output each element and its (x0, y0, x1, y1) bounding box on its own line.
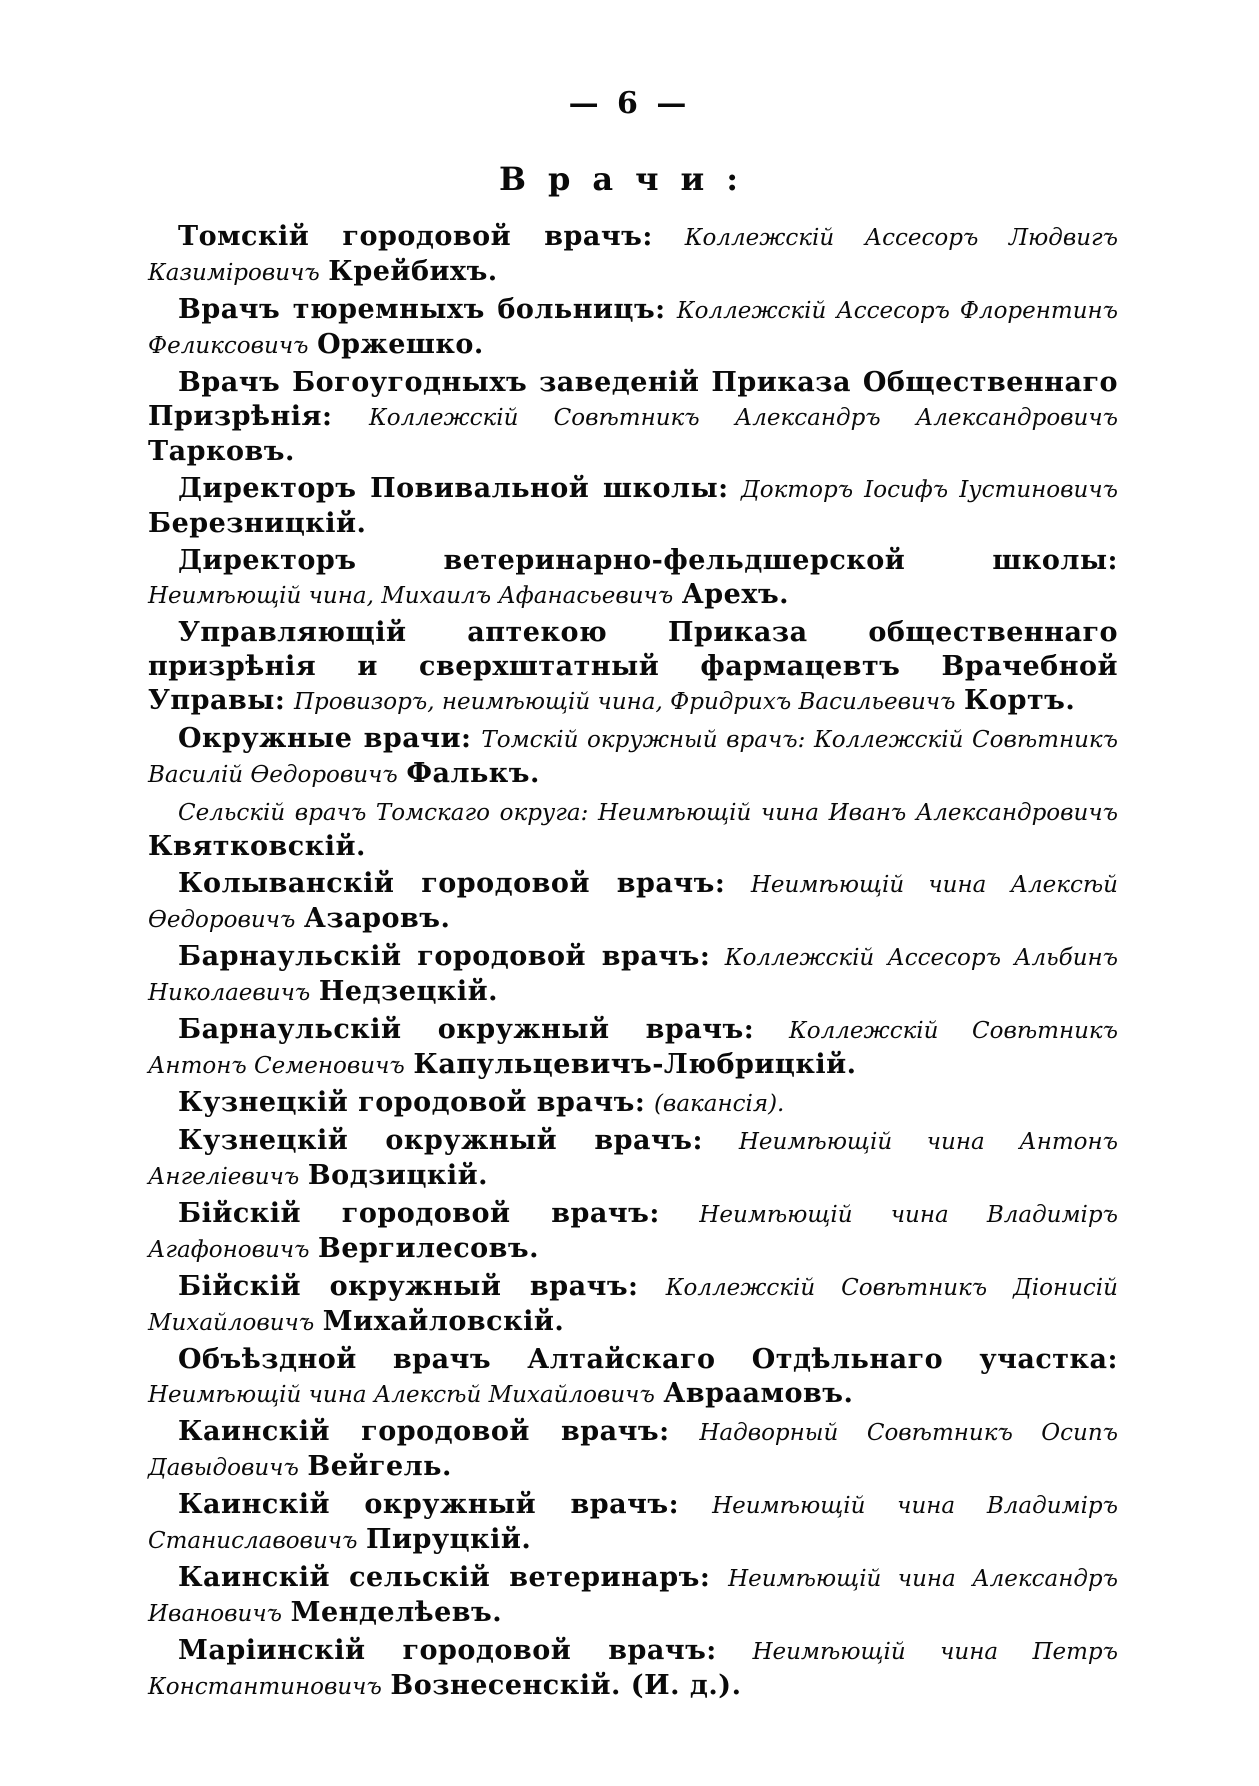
entry-paragraph (148, 1197, 1118, 1267)
entry-rank-name: Неимѣющій чина Владиміръ Станиславовичъ (148, 1493, 1118, 1554)
entry-post: Врачъ Богоугодныхъ заведеній Приказа Общественнаго Призрѣнія: (148, 367, 1118, 432)
entry-surname: Тарковъ. (148, 436, 295, 467)
entry-surname: Кортъ. (964, 685, 1076, 716)
entry-post: Окружные врачи: (178, 723, 472, 754)
entry-post: Маріинскій городовой врачъ: (178, 1635, 717, 1666)
entry-post: Каинскій городовой врачъ: (178, 1416, 670, 1447)
entry-surname: Авраамовъ. (663, 1378, 854, 1409)
entry-surname: Менделѣевъ. (290, 1597, 503, 1628)
entry-surname: Крейбихъ. (328, 256, 498, 287)
entry-rank-name: Неимѣющій чина Владиміръ Агафоновичъ (148, 1202, 1118, 1263)
entry-rank-name: (вакансія). (653, 1091, 785, 1117)
entry-post: Бійскій окружный врачъ: (178, 1271, 639, 1302)
entry-rank-name: Неимѣющій чина Петръ Константиновичъ (148, 1639, 1118, 1700)
entry-rank-name: Провизоръ, неимѣющій чина, Фридрихъ Васильевичъ (293, 689, 956, 715)
entry-post: Директоръ Повивальной школы: (178, 473, 729, 504)
entry-paragraph (148, 472, 1118, 541)
entry-post: Врачъ тюремныхъ больницъ: (178, 294, 666, 325)
entry-paragraph (148, 1124, 1118, 1194)
entry-paragraph (148, 1634, 1118, 1704)
entry-surname: Оржешко. (317, 329, 484, 360)
entry-rank-name: Неимѣющій чина Александръ Ивановичъ (148, 1566, 1118, 1627)
entry-post: Объѣздной врачъ Алтайскаго Отдѣльнаго участка: (178, 1344, 1118, 1375)
entry-rank-name: Коллежскій Совѣтникъ Антонъ Семеновичъ (148, 1018, 1118, 1079)
entry-post: Барнаульскій городовой врачъ: (178, 941, 711, 972)
entry-rank-name: Томскій окружный врачъ: Коллежскій Совѣтникъ Василій Ѳедоровичъ (148, 727, 1118, 788)
entry-surname: Вергилесовъ. (318, 1233, 540, 1264)
entry-rank-name: Неимѣющій чина Алексѣй Михайловичъ (148, 1382, 655, 1408)
entry-rank-name: Коллежскій Ассесоръ Людвигъ Казиміровичъ (148, 225, 1118, 286)
entry-surname: Березницкій. (148, 508, 367, 539)
entry-post: Кузнецкій городовой врачъ: (178, 1087, 646, 1118)
entry-post: Колыванскій городовой врачъ: (178, 868, 726, 899)
entry-rank-name: Коллежскій Ассесоръ Альбинъ Николаевичъ (148, 945, 1119, 1006)
entry-rank-name: Надворный Совѣтникъ Осипъ Давыдовичъ (148, 1420, 1118, 1481)
entry-surname: Фалькъ. (406, 758, 540, 789)
entry-paragraph (148, 1270, 1118, 1340)
entry-post: Барнаульскій окружный врачъ: (178, 1014, 755, 1045)
entry-paragraph (148, 722, 1118, 792)
entry-rank-name: Неимѣющій чина, Михаилъ Афанасьевичъ (148, 583, 674, 609)
entry-paragraph (148, 544, 1118, 613)
entry-post: Бійскій городовой врачъ: (178, 1198, 660, 1229)
entry-paragraph (148, 366, 1118, 469)
entry-paragraph (148, 1086, 1118, 1121)
entry-rank-name: Коллежскій Совѣтникъ Діонисій Михайловичъ (148, 1275, 1118, 1336)
entry-surname: Капульцевичъ-Любрицкій. (413, 1049, 857, 1080)
section-heading: Врачи: (498, 160, 761, 198)
entry-paragraph (148, 1561, 1118, 1631)
entry-rank-name: Сельскій врачъ Томскаго округа: Неимѣющій чина Иванъ Александровичъ (178, 800, 1118, 826)
entry-post: Управляющій аптекою Приказа общественнаго призрѣнія и сверхштатный фармацевтъ Врачебной Управы: (148, 617, 1118, 716)
entry-post: Каинскій окружный врачъ: (178, 1489, 680, 1520)
entry-paragraph (148, 795, 1118, 864)
entry-paragraph (148, 1415, 1118, 1485)
entry-post: Директоръ ветеринарно-фельдшерской школы: (178, 545, 1118, 576)
entry-paragraph (148, 1013, 1118, 1083)
entry-rank-name: Неимѣющій чина Алексѣй Ѳедоровичъ (148, 872, 1118, 933)
entry-rank-name: Докторъ Іосифъ Іустиновичъ (741, 477, 1118, 503)
entry-surname: Арехъ. (681, 579, 790, 610)
entry-paragraph (148, 1488, 1118, 1558)
entry-surname: Недзецкій. (318, 976, 499, 1007)
entry-surname: Пируцкій. (366, 1524, 532, 1555)
entry-rank-name: Коллежскій Совѣтникъ Александръ Александровичъ (368, 405, 1118, 431)
entry-surname: Водзицкій. (307, 1160, 489, 1191)
entry-post: Кузнецкій окружный врачъ: (178, 1125, 703, 1156)
entries-list (148, 220, 1118, 1707)
entry-surname: Вознесенскій. (И. д.). (390, 1670, 742, 1701)
entry-surname: Квятковскій. (148, 831, 366, 862)
entry-rank-name: Неимѣющій чина Антонъ Ангеліевичъ (148, 1129, 1118, 1190)
entry-surname: Вейгель. (307, 1451, 452, 1482)
entry-paragraph (148, 616, 1118, 719)
entry-paragraph (148, 293, 1118, 363)
page-number: — 6 — (568, 86, 691, 121)
entry-post: Томскій городовой врачъ: (178, 221, 653, 252)
entry-paragraph (148, 867, 1118, 937)
entry-paragraph (148, 220, 1118, 290)
entry-paragraph (148, 1343, 1118, 1412)
entry-rank-name: Коллежскій Ассесоръ Флорентинъ Феликсовичъ (148, 298, 1118, 359)
entry-paragraph (148, 940, 1118, 1010)
entry-post: Каинскій сельскій ветеринаръ: (178, 1562, 711, 1593)
entry-surname: Михайловскій. (322, 1306, 565, 1337)
entry-surname: Азаровъ. (303, 903, 451, 934)
